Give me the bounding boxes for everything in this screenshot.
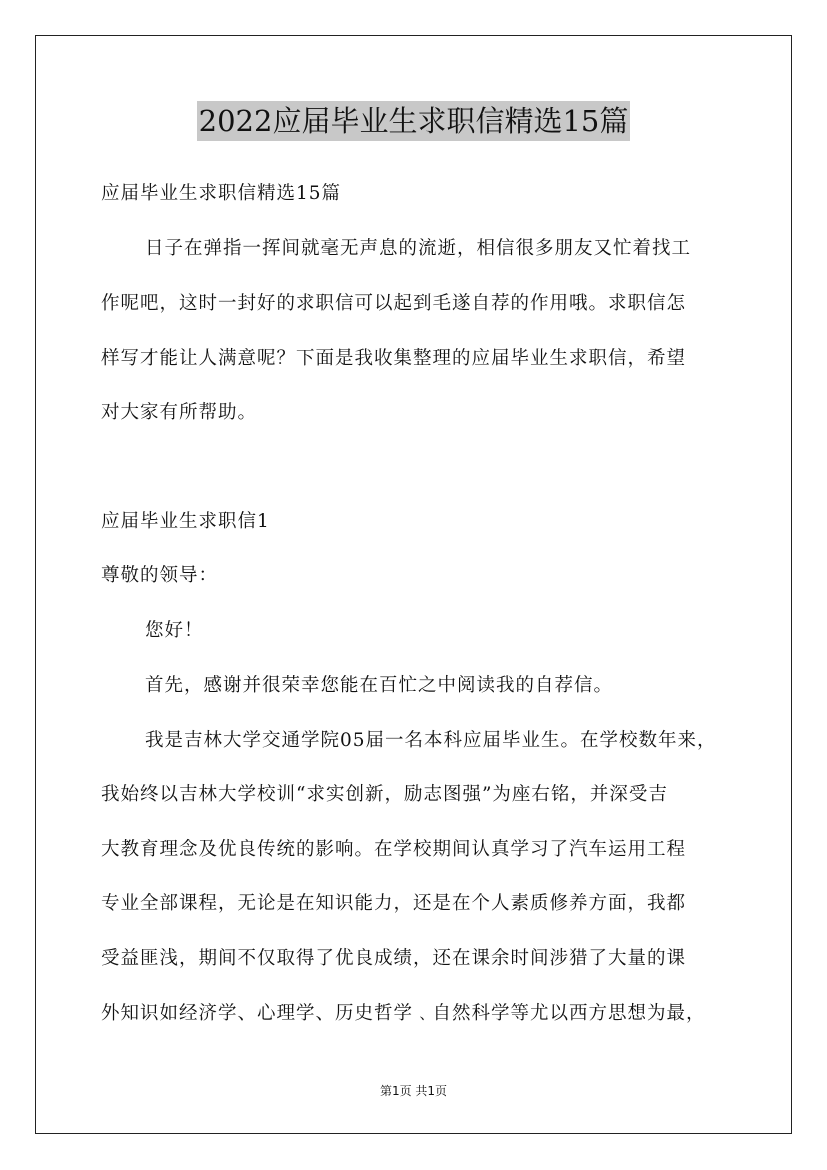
title-container xyxy=(0,101,827,141)
body-line-5: 受益匪浅，期间不仅取得了优良成绩，还在课余时间涉猎了大量的课 xyxy=(101,948,687,969)
body-line-3: 大教育理念及优良传统的影响。在学校期间认真学习了汽车运用工程 xyxy=(101,839,687,860)
intro-line-1: 日子在弹指一挥间就毫无声息的流逝，相信很多朋友又忙着找工 xyxy=(145,238,692,259)
salutation: 尊敬的领导： xyxy=(101,565,219,586)
document-title: 2022应届毕业生求职信精选15篇 xyxy=(197,101,631,141)
thanks-line: 首先，感谢并很荣幸您能在百忙之中阅读我的自荐信。 xyxy=(145,675,614,696)
body-line-1: 我是吉林大学交通学院05届一名本科应届毕业生。在学校数年来， xyxy=(145,730,717,751)
intro-line-4: 对大家有所帮助。 xyxy=(101,402,258,423)
subtitle: 应届毕业生求职信精选15篇 xyxy=(101,183,342,204)
greeting: 您好！ xyxy=(145,620,204,641)
section-heading: 应届毕业生求职信1 xyxy=(101,511,270,532)
body-line-2: 我始终以吉林大学校训“求实创新，励志图强”为座右铭，并深受吉 xyxy=(101,784,668,805)
intro-line-3: 样写才能让人满意呢？下面是我收集整理的应届毕业生求职信，希望 xyxy=(101,348,687,369)
body-line-4: 专业全部课程，无论是在知识能力，还是在个人素质修养方面，我都 xyxy=(101,893,687,914)
intro-line-2: 作呢吧，这时一封好的求职信可以起到毛遂自荐的作用哦。求职信怎 xyxy=(101,293,687,314)
body-line-6: 外知识如经济学、心理学、历史哲学﹑自然科学等尤以西方思想为最， xyxy=(101,1003,706,1024)
page-number-footer: 第1页 共1页 xyxy=(379,1084,448,1098)
